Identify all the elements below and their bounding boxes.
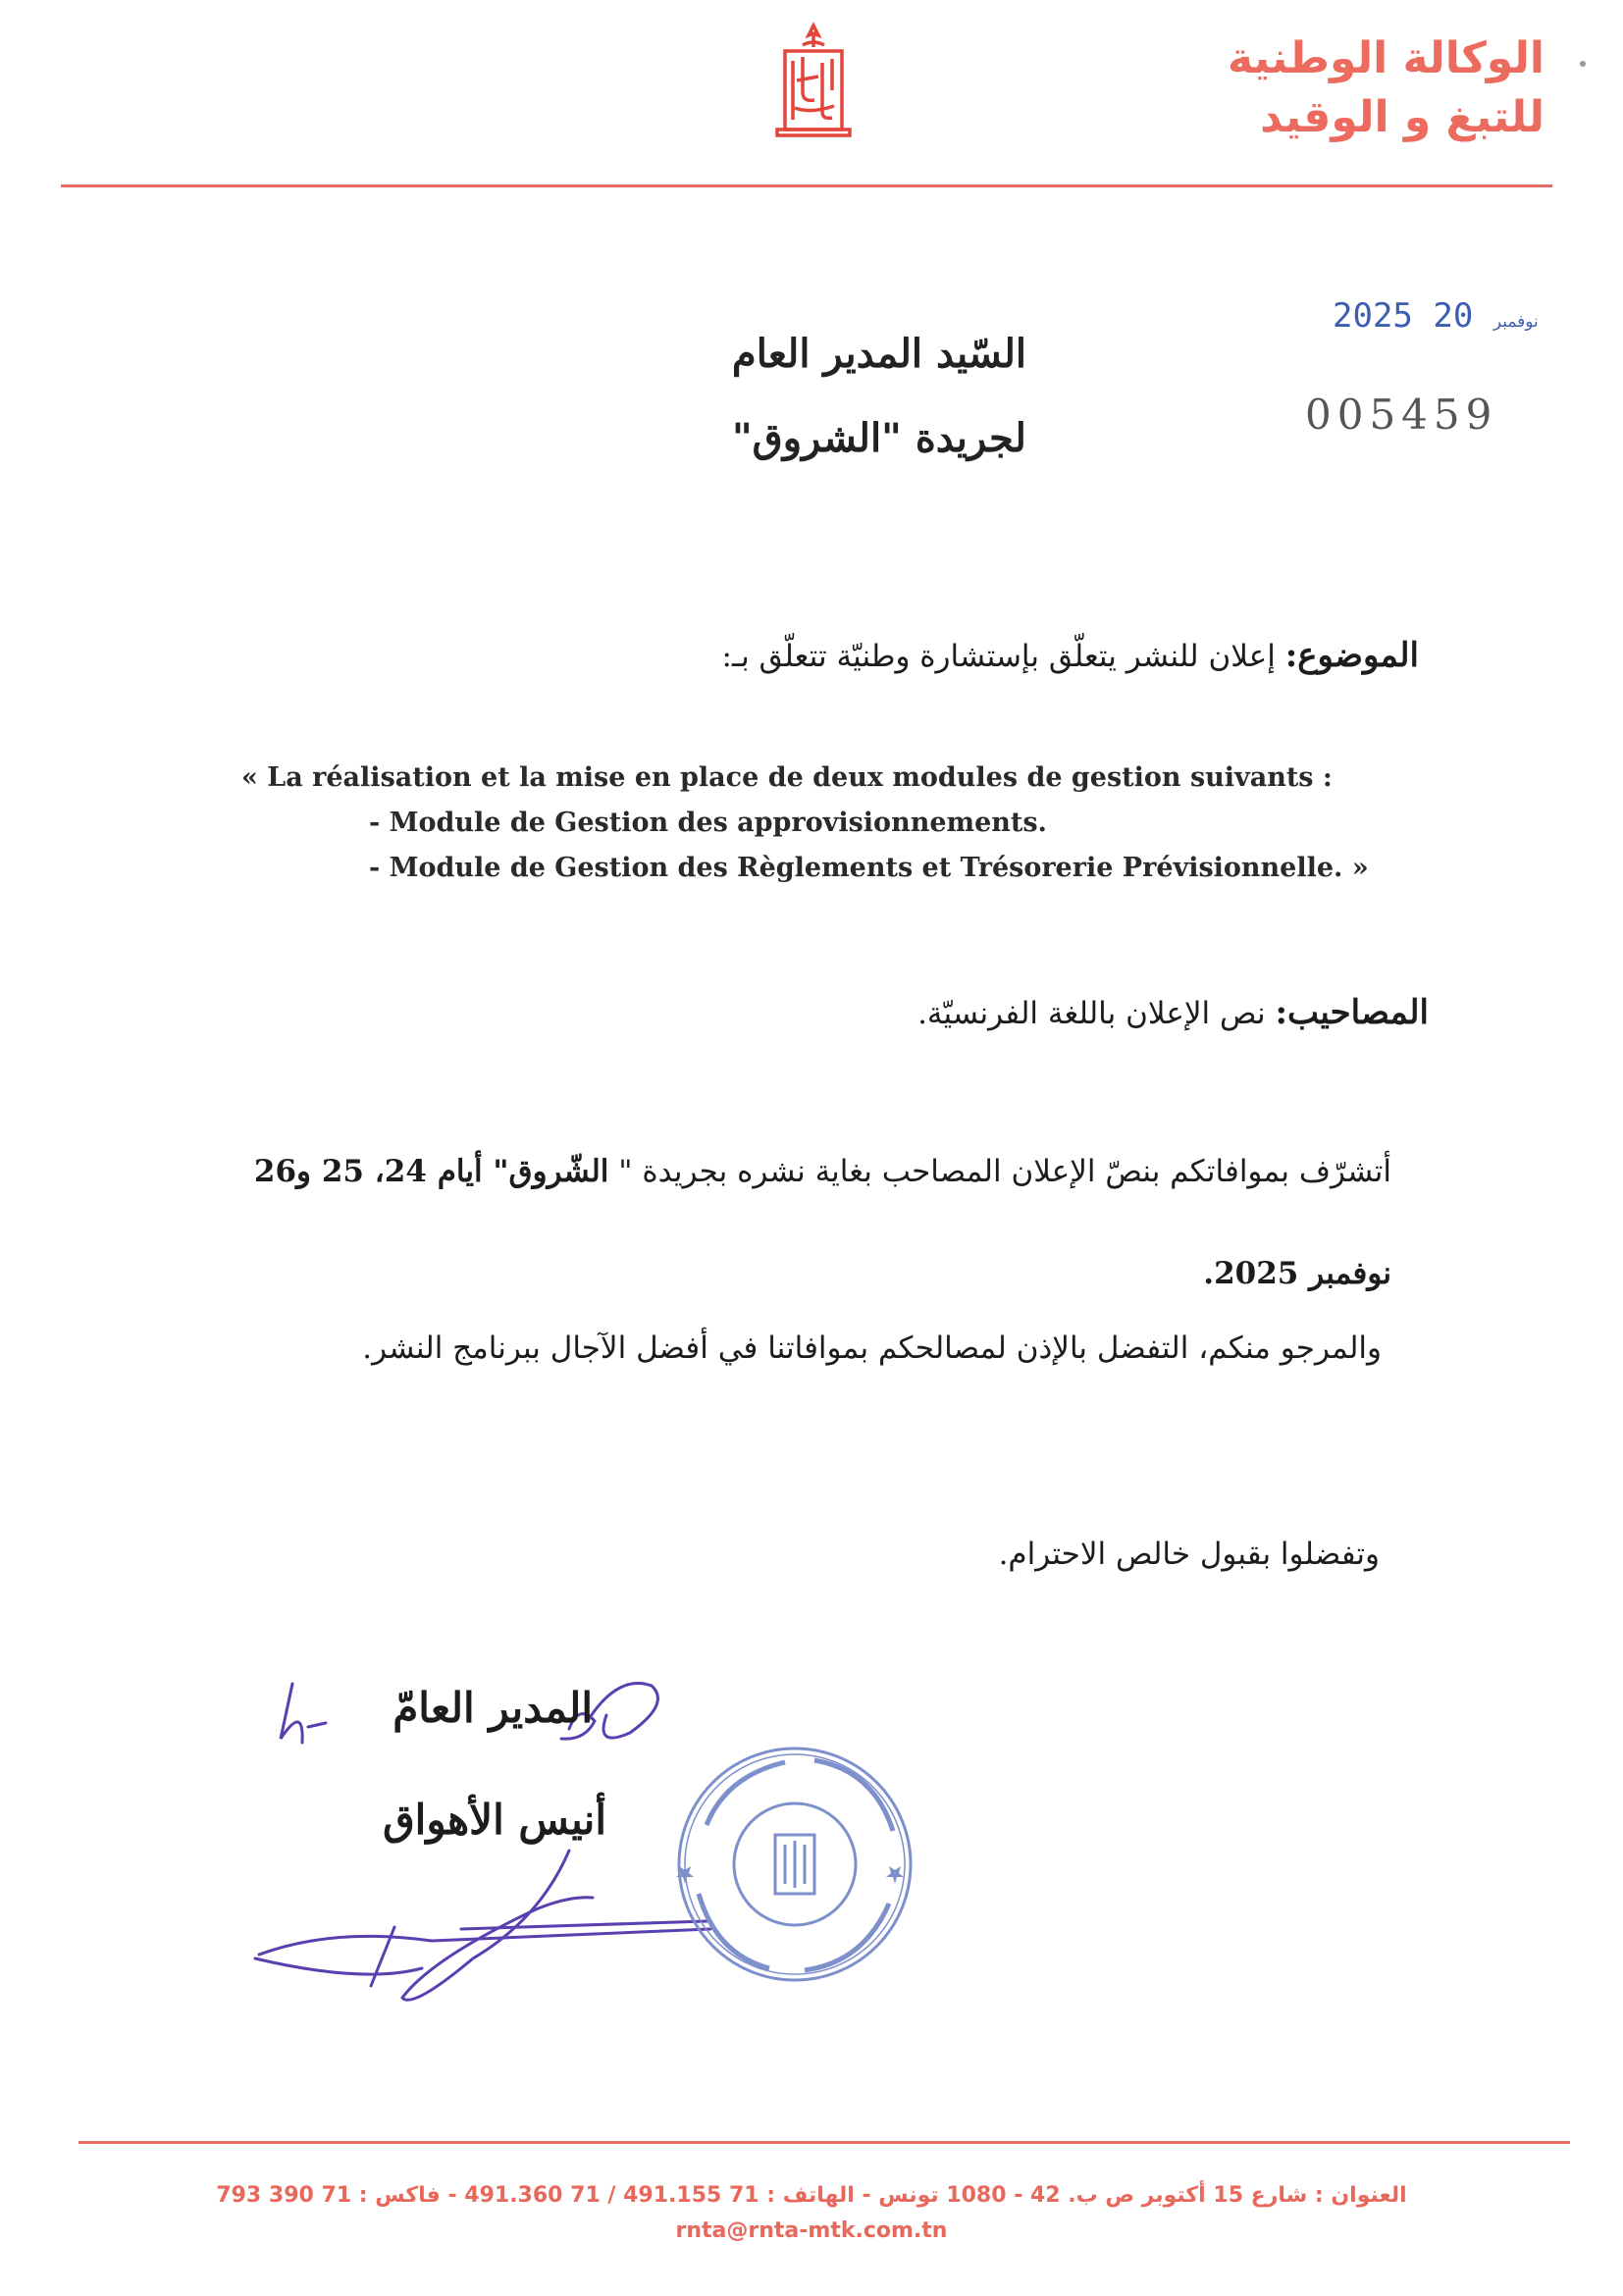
annex-text: نص الإعلان باللغة الفرنسيّة. [917, 996, 1266, 1031]
subject-label: الموضوع: [1284, 636, 1419, 675]
official-seal-icon [667, 1737, 922, 1992]
para1-start: أتشرّف بموافاتكم بنصّ الإعلان المصاحب بغاية نشره بجريدة " [608, 1154, 1391, 1189]
para1-newspaper: الشّروق [508, 1154, 609, 1189]
signatory-title: المدير العامّ [393, 1684, 593, 1732]
footer-address: العنوان : شارع 15 أكتوبر ص ب. 42 - 1080 تونس - الهاتف : 71 491.155 / 71 491.360 - فاكس : 71 390 793 [216, 2183, 1407, 2208]
french-quote [241, 756, 1369, 891]
subject-text: إعلان للنشر يتعلّق بإستشارة وطنيّة تتعلّق بـ: [721, 639, 1276, 674]
french-quote-line1: « La réalisation et la mise en place de deux modules de gestion suivants : [241, 762, 1333, 793]
french-quote-line2: - Module de Gestion des approvisionnements. [369, 808, 1047, 838]
annex-line [917, 993, 1429, 1032]
body-paragraph-1 [175, 1121, 1391, 1325]
footer [0, 2178, 1623, 2249]
subject-line [722, 636, 1419, 675]
signatory-name: أنيس الأهواق [383, 1796, 606, 1844]
french-quote-line3: - Module de Gestion des Règlements et Trésorerie Prévisionnelle. » [369, 853, 1369, 883]
header-divider [61, 184, 1552, 187]
stamp-day: 20 [1433, 296, 1474, 336]
addressee-block [732, 312, 1026, 481]
closing-line: وتفضلوا بقبول خالص الاحترام. [998, 1537, 1380, 1572]
agency-name [1228, 29, 1544, 147]
addressee-line1: السّيد المدير العام [731, 331, 1026, 377]
addressee-line2: لجريدة "الشروق" [731, 415, 1026, 461]
footer-divider [79, 2141, 1570, 2144]
stamp-month: نوفمبر [1492, 312, 1539, 332]
republic-emblem-icon [771, 22, 856, 139]
footer-email: rnta@rnta-mtk.com.tn [675, 2218, 948, 2243]
para1-days: " أيام 24، 25 و26 نوفمبر 2025. [253, 1154, 1391, 1291]
body-paragraph-2: والمرجو منكم، التفضل بالإذن لمصالحكم بموافاتنا في أفضل الآجال ببرنامج النشر. [362, 1331, 1382, 1366]
agency-name-line1: الوكالة الوطنية [1227, 33, 1544, 83]
stamp-year: 2025 [1333, 296, 1413, 336]
annex-label: المصاحيب: [1275, 993, 1429, 1032]
reference-number: 005459 [1305, 391, 1498, 439]
date-stamp [1333, 296, 1539, 336]
decorative-dot [1580, 61, 1586, 67]
agency-name-line2: للتبغ و الوقيد [1260, 92, 1544, 142]
